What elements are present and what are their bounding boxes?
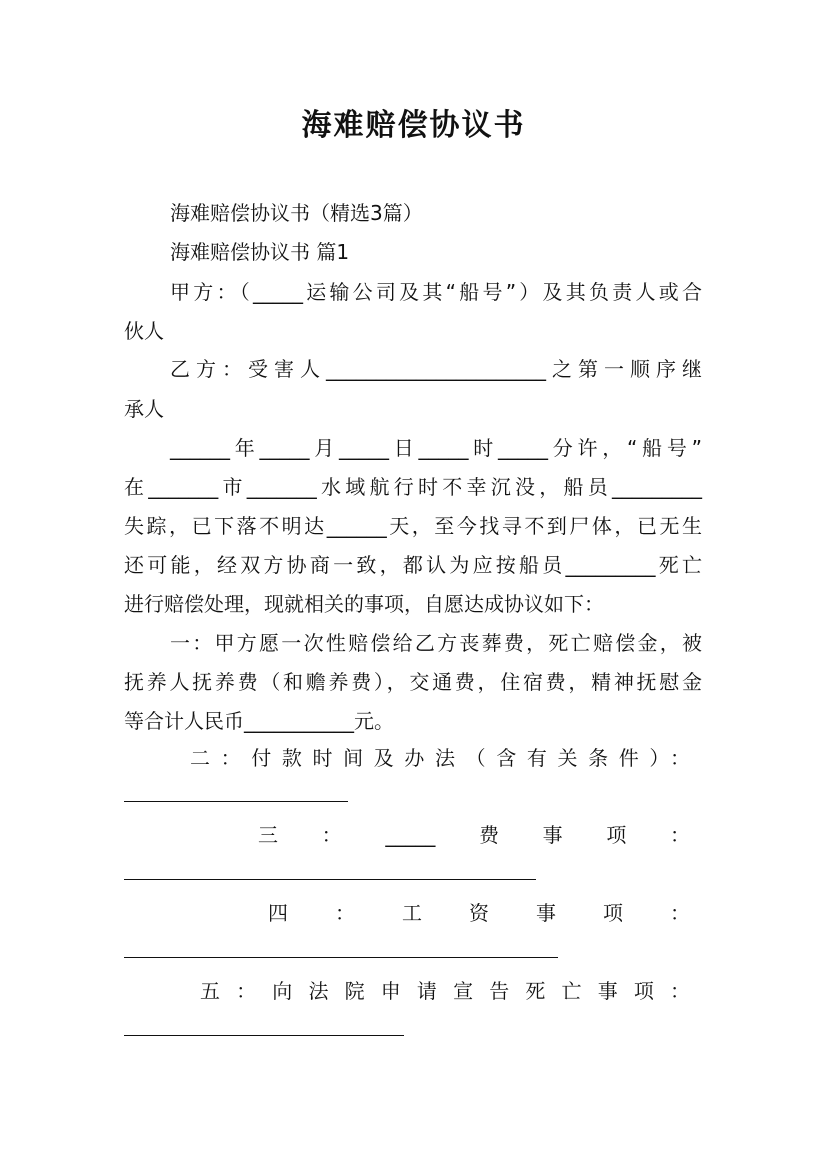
section-heading: 海难赔偿协议书 篇1 — [170, 240, 350, 264]
clause-1-line: 一：甲方愿一次性赔偿给乙方丧葬费，死亡赔偿金，被 — [170, 631, 702, 655]
fill-in-blank — [124, 879, 536, 880]
subtitle-line: 海难赔偿协议书（精选3篇） — [170, 201, 423, 225]
party-a-line-cont: 伙人 — [124, 319, 164, 343]
fill-in-blank — [124, 957, 558, 958]
paragraph-line: ______年_____月_____日_____时_____分许，“船号” — [170, 436, 702, 460]
party-a-line: 甲方：（_____运输公司及其“船号”）及其负责人或合 — [170, 280, 702, 304]
paragraph-line: 在_______市_______水域航行时不幸沉没，船员_________ — [124, 475, 702, 499]
fill-in-blank — [124, 801, 348, 802]
party-b-line-cont: 承人 — [124, 397, 164, 421]
paragraph-line: 还可能，经双方协商一致，都认为应按船员_________死亡 — [124, 553, 702, 577]
clause-2-heading: 二：付款时间及办法（含有关条件）： — [190, 746, 690, 770]
clause-1-line: 抚养人抚养费（和赡养费），交通费，住宿费，精神抚慰金 — [124, 670, 702, 694]
paragraph-line: 失踪，已下落不明达______天，至今找寻不到尸体，已无生 — [124, 514, 702, 538]
document-title: 海难赔偿协议书 — [301, 108, 526, 143]
clause-1-line: 等合计人民币___________元。 — [124, 709, 394, 733]
clause-5-heading: 五：向法院申请宣告死亡事项： — [200, 979, 690, 1003]
party-b-line: 乙方：受害人______________________之第一顺序继 — [170, 357, 702, 381]
fill-in-blank — [124, 1035, 404, 1036]
paragraph-line: 进行赔偿处理，现就相关的事项，自愿达成协议如下： — [124, 592, 604, 616]
clause-3-heading: 三：_____费事项： — [258, 823, 690, 847]
clause-4-heading: 四：工资事项： — [268, 901, 690, 925]
